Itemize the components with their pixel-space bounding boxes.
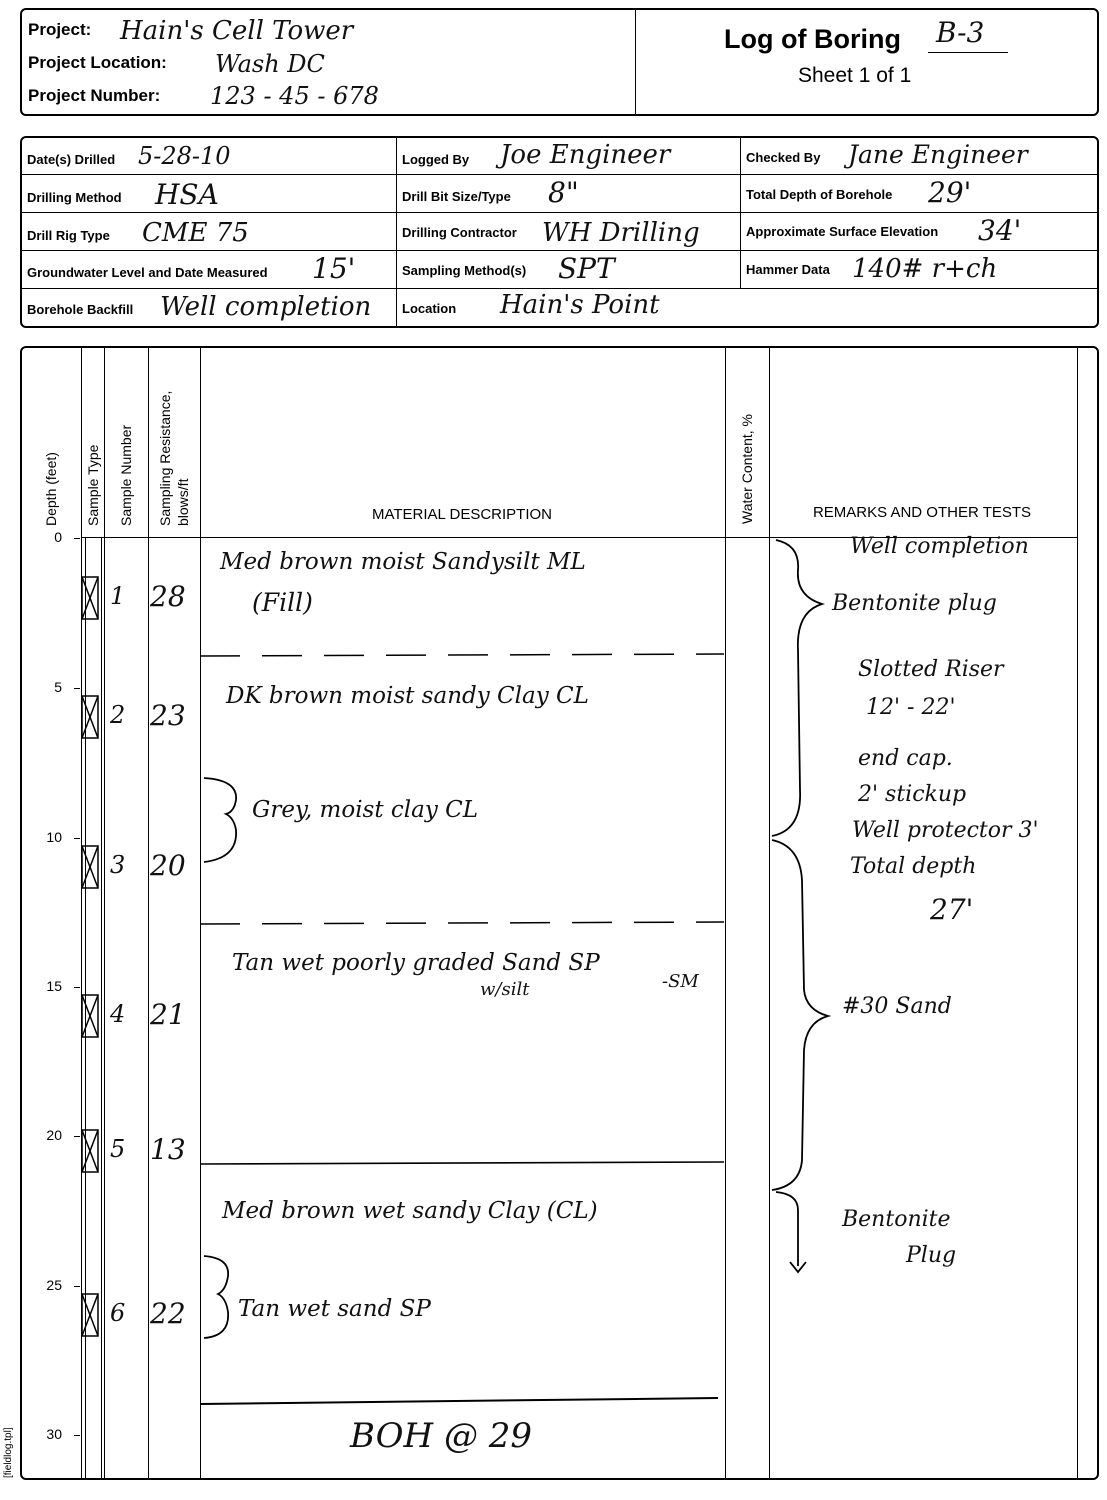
contractor-value: WH Drilling [542,218,700,248]
drill-bit-value: 8" [548,176,579,209]
checked-by-value: Jane Engineer [848,140,1028,169]
remark-text: Well completion [850,533,1029,559]
logged-by-label: Logged By [402,152,470,167]
resistance-column-header-2: blows/ft [175,478,191,526]
hammer-data-value: 140# r+ch [852,254,998,284]
resistance-column-header-1: Sampling Resistance, [157,390,173,526]
remark-text: Bentonite [842,1206,951,1232]
sample-number: 4 [110,1000,126,1029]
sample-marker [81,994,99,1038]
depth-tick-15: 15 [46,978,62,994]
sampling-method-value: SPT [558,252,615,285]
sample-blows: 13 [150,1132,186,1166]
remark-text: Plug [906,1242,957,1268]
project-number-value: 123 - 45 - 678 [210,82,379,110]
drilling-method-value: HSA [155,178,219,211]
remark-text: Well protector 3' [852,818,1039,843]
total-depth-label: Total Depth of Borehole [746,187,893,202]
remark-text: Total depth [850,853,977,879]
checked-by-label: Checked By [746,150,821,165]
drilling-method-label: Drilling Method [27,190,122,205]
location-value: Hain's Point [500,290,660,320]
sample-number: 6 [110,1299,126,1328]
sample-type-column-header: Sample Type [85,444,101,526]
material-description-text: (Fill) [252,587,313,617]
material-description-text: Tan wet sand SP [238,1296,431,1323]
drill-rig-value: CME 75 [142,218,249,248]
water-content-column-header: Water Content, % [739,414,755,524]
remark-text: #30 Sand [842,994,952,1020]
depth-column-header: Depth (feet) [43,452,59,526]
project-location-label: Project Location: [28,53,167,72]
remark-text: Slotted Riser [858,656,1004,682]
material-description-text: DK brown moist sandy Clay CL [226,683,589,710]
depth-tick-20: 20 [46,1127,62,1143]
material-description-text: Tan wet poorly graded Sand SP [232,949,600,976]
remark-text: 12' - 22' [866,695,956,721]
groundwater-value: 15' [312,252,356,285]
sample-blows: 23 [150,699,186,733]
material-description-header: MATERIAL DESCRIPTION [371,506,553,523]
remark-text: 2' stickup [858,782,967,808]
log-title: Log of Boring [724,24,901,54]
hammer-data-label: Hammer Data [746,262,830,277]
sample-number-column-header: Sample Number [118,424,134,526]
remark-text: 27' [930,892,974,926]
drill-rig-label: Drill Rig Type [27,228,110,243]
sample-blows: 22 [150,1297,186,1331]
remark-text: end cap. [858,746,953,772]
sample-number: 5 [110,1134,126,1163]
template-name: [fieldlog.tpl] [3,1427,14,1478]
logged-by-value: Joe Engineer [500,140,671,170]
sample-number: 1 [110,581,126,610]
sample-number: 3 [110,850,126,879]
surface-elevation-label: Approximate Surface Elevation [746,224,939,239]
depth-tick-5: 5 [54,679,62,695]
remark-text: Bentonite plug [832,590,997,616]
end-of-hole-note: BOH @ 29 [350,1416,533,1456]
sample-blows: 28 [150,579,186,613]
backfill-value: Well completion [160,292,372,322]
depth-tick-30: 30 [46,1426,62,1442]
dates-drilled-label: Date(s) Drilled [27,152,116,167]
backfill-label: Borehole Backfill [27,302,134,317]
surface-elevation-value: 34' [978,214,1022,247]
sheet-number: Sheet 1 of 1 [798,64,912,87]
dates-drilled-value: 5-28-10 [138,142,231,170]
remarks-header: REMARKS AND OTHER TESTS [812,504,1032,521]
depth-tick-10: 10 [46,829,62,845]
total-depth-value: 29' [928,176,972,209]
boring-id: B-3 [936,16,985,49]
groundwater-label: Groundwater Level and Date Measured [27,265,268,280]
drill-bit-label: Drill Bit Size/Type [402,189,511,204]
sample-marker [81,576,99,620]
sample-marker [81,1293,99,1337]
material-description-text: -SM [662,970,699,992]
sample-marker [81,845,99,889]
sample-marker [81,695,99,739]
contractor-label: Drilling Contractor [402,225,517,240]
sampling-method-label: Sampling Method(s) [402,263,527,278]
project-number-label: Project Number: [28,86,161,105]
sample-number: 2 [110,701,126,730]
material-description-text: Med brown wet sandy Clay (CL) [222,1197,598,1224]
material-description-text: w/silt [480,979,530,1001]
location-label: Location [402,301,457,316]
sample-blows: 21 [150,998,186,1032]
depth-tick-25: 25 [46,1277,62,1293]
project-location-value: Wash DC [215,50,325,78]
project-value: Hain's Cell Tower [120,16,354,46]
material-description-text: Grey, moist clay CL [252,797,479,824]
project-label: Project: [28,20,92,39]
sample-blows: 20 [150,848,186,882]
depth-tick-0: 0 [54,529,62,545]
material-description-text: Med brown moist Sandysilt ML [220,548,586,575]
sample-marker [81,1129,99,1173]
